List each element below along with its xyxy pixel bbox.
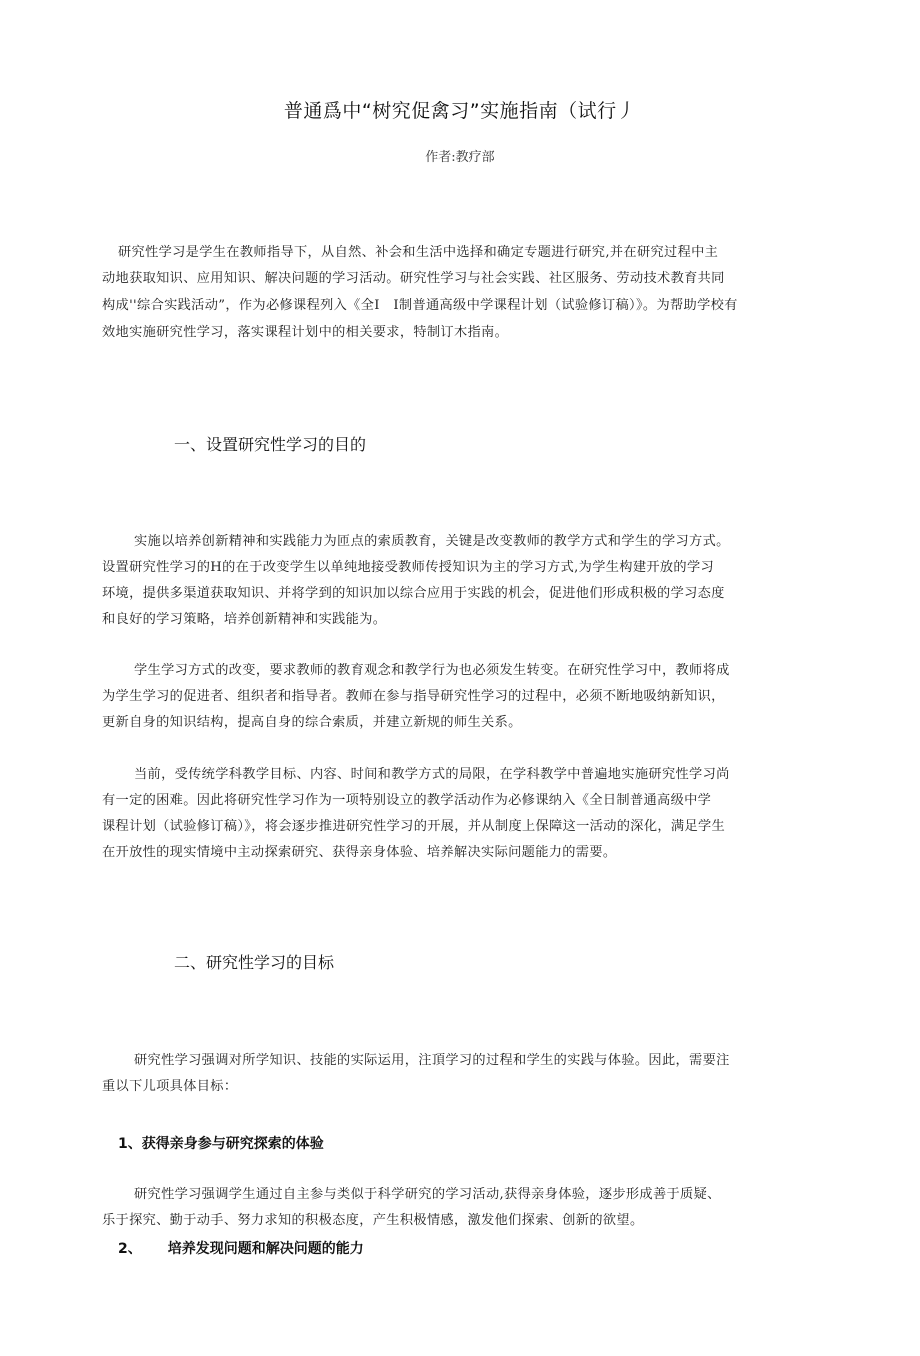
paragraph-line: 有一定的困难。因此将研究性学习作为一项特别设立的教学活动作为必修课纳入《全日制普通高级中学 bbox=[102, 793, 712, 808]
intro-line: 研究性学习是学生在教师指导下，从自然、补会和生活中选择和确定专题进行研究,并在研究过程中主 bbox=[118, 245, 719, 260]
paragraph-line: 重以下儿项具体目标： bbox=[102, 1079, 238, 1094]
paragraph-line: 乐于探究、勤于动手、努力求知的积极态度，产生积极情感，激发他们探索、创新的欲望。 bbox=[102, 1213, 644, 1228]
paragraph-line: 研究性学习强调学生通过自主参与类似于科学研究的学习活动,获得亲身体验，逐步形成善于质疑、 bbox=[134, 1187, 721, 1202]
paragraph-line: 为学生学习的促进者、组织者和指导者。教师在参与指导研究性学习的过程中，必须不断地吸纳新知识， bbox=[102, 689, 725, 704]
intro-line: 构成''综合实践活动”，作为必修课程列入《全I I制普通高级中学课程计划（试验修订稿）》。为帮助学校有 bbox=[102, 298, 738, 313]
subsection-heading-2 bbox=[118, 1238, 364, 1258]
subsection-number: 2、 bbox=[118, 1241, 142, 1257]
paragraph-line: 研究性学习强调对所学知识、技能的实际运用，注頂学习的过程和学生的实践与体验。因此，需要注 bbox=[134, 1053, 730, 1068]
paragraph-line: 更新自身的知识结构，提高自身的综合索质，并建立新规的师生关系。 bbox=[102, 715, 522, 730]
paragraph-line: 课程计划（试验修订稿）》，将会逐步推进研究性学习的开展，并从制度上保障这一活动的深化，满足学生 bbox=[102, 819, 726, 834]
subsection-heading-1 bbox=[118, 1133, 324, 1153]
paragraph-line: 设置研究性学习的H的在于改变学生以单纯地接受教师传授知识为主的学习方式,为学生构建开放的学习 bbox=[102, 560, 715, 575]
subsection-title: 获得亲身参与研究探索的体验 bbox=[141, 1136, 324, 1152]
section-heading-2: 二、研究性学习的目标 bbox=[174, 953, 335, 972]
document-title: 普通爲中“树究促禽习”实施指南（试行丿 bbox=[283, 100, 637, 122]
section-heading-1: 一、设置研究性学习的目的 bbox=[174, 435, 367, 454]
intro-line: 效地实施研究性学习，落实课程计划中的相关要求，特制订木指南。 bbox=[102, 325, 509, 340]
paragraph-line: 实施以培养创新精神和实践能力为匝点的索质教育，关键是改变教师的教学方式和学生的学习方式。 bbox=[134, 534, 730, 549]
paragraph-line: 学生学习方式的改变，要求教师的教育观念和教学行为也必须发生转变。在研究性学习中，教师将成 bbox=[134, 663, 730, 678]
intro-line: 动地获取知识、应用知识、解决问题的学习活动。研究性学习与社会实践、社区服务、劳动技术教育共同 bbox=[102, 271, 725, 286]
paragraph-line: 环境，提供多渠道获取知识、并将学到的知识加以综合应用于实践的机会，促进他们形成积极的学习态度 bbox=[102, 586, 725, 601]
paragraph-line: 当前，受传统学科教学目标、内容、时间和教学方式的局限，在学科教学中普遍地实施研究性学习尚 bbox=[134, 767, 730, 782]
subsection-number: 1、 bbox=[118, 1136, 142, 1152]
document-author: 作者:教疗部 bbox=[425, 150, 495, 165]
subsection-title: 培养发现问题和解决问题的能力 bbox=[167, 1241, 364, 1257]
paragraph-line: 在开放性的现实情境中主动探索研究、获得亲身体验、培养解决实际问题能力的需要。 bbox=[102, 845, 617, 860]
paragraph-line: 和良好的学习策略，培养创新精神和实践能为。 bbox=[102, 612, 387, 627]
